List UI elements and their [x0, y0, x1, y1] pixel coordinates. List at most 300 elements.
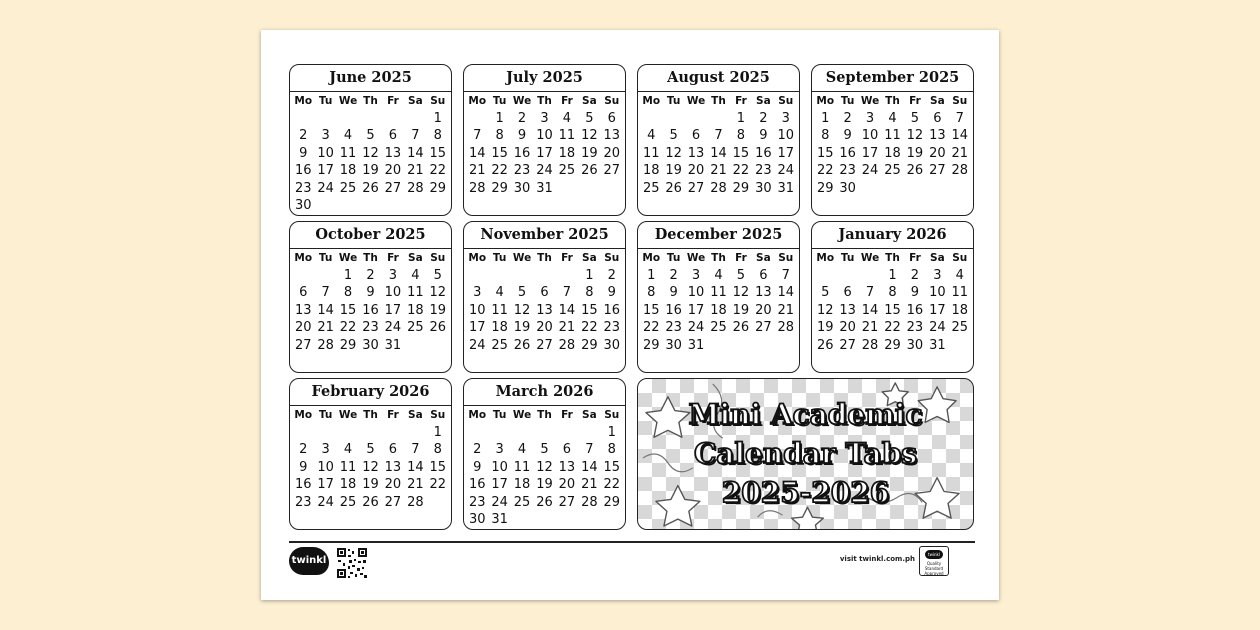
- weekday-header: [464, 406, 625, 424]
- day-cell: [556, 267, 578, 284]
- weekday-label: Mo: [468, 95, 487, 107]
- day-cell: 26: [429, 320, 447, 336]
- day-cell: 19: [665, 163, 682, 179]
- month-calendar: [289, 378, 452, 530]
- weekday-label: Fr: [735, 95, 747, 107]
- day-cell: 13: [839, 302, 856, 318]
- week-row: [812, 319, 973, 336]
- day-cell: 29: [603, 494, 621, 510]
- weekday-label: Fr: [387, 95, 399, 107]
- day-cell: 23: [513, 163, 531, 179]
- weekday-header: [638, 249, 799, 267]
- week-row: [290, 180, 451, 197]
- day-cell: 7: [411, 442, 420, 458]
- day-cell: 2: [759, 111, 768, 126]
- day-cell: 18: [558, 145, 576, 161]
- weekday-header: [290, 249, 451, 267]
- day-cell: 13: [755, 285, 772, 301]
- day-cell: [926, 180, 948, 197]
- weekday-label: Fr: [909, 95, 921, 107]
- day-cell: 3: [321, 128, 330, 144]
- day-cell: 17: [317, 477, 334, 493]
- day-cell: 9: [910, 285, 920, 301]
- day-cell: 1: [736, 111, 746, 126]
- day-cell: 22: [732, 163, 750, 179]
- day-cell: [314, 267, 336, 284]
- month-title: November 2025: [464, 222, 625, 249]
- day-cell: 9: [843, 128, 852, 144]
- day-cell: 18: [407, 302, 424, 318]
- day-cell: 2: [473, 442, 482, 458]
- day-cell: 6: [691, 128, 701, 144]
- day-cell: 18: [951, 302, 969, 318]
- day-cell: 10: [777, 128, 795, 144]
- day-cell: [292, 267, 314, 284]
- weekday-label: We: [686, 95, 706, 107]
- weekday-label: Sa: [408, 95, 423, 107]
- day-cell: 24: [317, 494, 334, 510]
- day-cell: 26: [513, 337, 531, 353]
- day-cell: 17: [536, 145, 553, 161]
- weekday-label: Sa: [408, 252, 423, 264]
- day-cell: 26: [581, 163, 598, 179]
- month-calendar: [463, 221, 626, 373]
- day-cell: 15: [816, 145, 834, 161]
- day-cell: 25: [884, 163, 901, 179]
- weekday-label: Sa: [582, 409, 597, 421]
- day-cell: 27: [384, 180, 402, 196]
- day-cell: 3: [388, 268, 398, 283]
- day-cell: 22: [884, 320, 901, 336]
- weekday-label: Fr: [387, 252, 399, 264]
- day-cell: 7: [585, 442, 594, 458]
- weekday-label: Fr: [909, 252, 921, 264]
- day-cell: 6: [607, 111, 616, 126]
- day-cell: [382, 110, 404, 127]
- day-cell: 11: [491, 302, 508, 318]
- day-cell: 10: [317, 459, 334, 475]
- weekday-label: Th: [885, 95, 900, 107]
- twinkl-logo[interactable]: twinkl: [289, 547, 329, 575]
- day-cell: 11: [642, 145, 660, 161]
- weekday-label: Tu: [318, 409, 333, 421]
- day-cell: 4: [714, 268, 723, 283]
- day-cell: 4: [517, 442, 527, 458]
- day-cell: [904, 180, 926, 197]
- day-cell: 28: [558, 337, 576, 353]
- cover-title-line-3: 2025-2026: [721, 476, 890, 509]
- week-row: [812, 127, 973, 144]
- weekday-label: Su: [778, 252, 794, 264]
- week-row: [464, 441, 625, 458]
- weekday-label: Fr: [561, 95, 573, 107]
- day-cell: [556, 511, 578, 528]
- weekday-label: Sa: [582, 95, 597, 107]
- day-cell: 12: [665, 145, 682, 161]
- week-row: [290, 197, 451, 214]
- day-cell: 13: [536, 302, 553, 318]
- weekday-label: Su: [430, 409, 446, 421]
- weekday-label: Mo: [642, 252, 661, 264]
- day-cell: 16: [362, 302, 379, 318]
- day-cell: 28: [468, 180, 486, 196]
- day-cell: 23: [906, 320, 924, 336]
- cover-title-line-2: Calendar Tabs: [693, 437, 918, 470]
- month-calendar: [811, 64, 974, 216]
- day-cell: 3: [321, 442, 330, 458]
- weekday-label: Th: [537, 252, 552, 264]
- badge-text: Quality Standard Approved: [924, 561, 944, 576]
- day-cell: 16: [513, 145, 531, 161]
- day-cell: 3: [691, 268, 701, 283]
- day-cell: [359, 197, 381, 214]
- visit-website-text: visit twinkl.com.ph: [839, 555, 915, 563]
- day-cell: 15: [339, 302, 357, 318]
- day-cell: 22: [581, 320, 598, 336]
- day-cell: 24: [384, 320, 402, 336]
- day-cell: 22: [603, 477, 621, 493]
- day-cell: 11: [339, 145, 357, 161]
- day-cell: 15: [491, 145, 508, 161]
- day-cell: 25: [339, 180, 357, 196]
- day-cell: 13: [929, 128, 946, 144]
- day-cell: 9: [759, 128, 768, 144]
- day-cell: 1: [607, 425, 616, 440]
- day-cell: [382, 424, 404, 441]
- day-cell: 19: [429, 302, 447, 318]
- day-cell: 7: [411, 128, 420, 144]
- week-row: [464, 511, 625, 528]
- day-cell: 19: [362, 163, 379, 179]
- day-cell: 19: [536, 477, 553, 493]
- weekday-label: We: [338, 95, 358, 107]
- day-cell: 5: [736, 268, 746, 283]
- day-cell: 12: [536, 459, 553, 475]
- weekday-label: Sa: [408, 409, 423, 421]
- day-cell: [662, 110, 684, 127]
- worksheet-page: [261, 30, 999, 600]
- day-cell: 2: [299, 128, 308, 144]
- day-cell: 7: [473, 128, 482, 144]
- day-cell: 6: [933, 111, 942, 126]
- day-cell: 24: [491, 494, 508, 510]
- day-cell: 5: [366, 128, 375, 144]
- day-cell: 9: [607, 285, 616, 301]
- weekday-label: Th: [885, 252, 900, 264]
- day-cell: 6: [843, 285, 852, 301]
- day-cell: 11: [513, 459, 531, 475]
- day-cell: 20: [384, 477, 402, 493]
- day-cell: [556, 424, 578, 441]
- day-cell: 4: [647, 128, 656, 144]
- day-cell: 18: [491, 320, 508, 336]
- day-cell: 24: [317, 180, 334, 196]
- weekday-label: Sa: [930, 95, 945, 107]
- day-cell: 30: [362, 337, 379, 353]
- day-cell: 4: [343, 128, 353, 144]
- day-cell: 13: [294, 302, 312, 318]
- day-cell: 4: [955, 268, 964, 283]
- week-row: [290, 441, 451, 458]
- day-cell: 19: [581, 145, 598, 161]
- day-cell: [511, 267, 533, 284]
- day-cell: 8: [495, 128, 504, 144]
- day-cell: 21: [468, 163, 486, 179]
- day-cell: 7: [714, 128, 723, 144]
- day-cell: [466, 267, 488, 284]
- weekday-label: Sa: [582, 252, 597, 264]
- weekday-label: Tu: [492, 409, 507, 421]
- calendar-grid: [289, 64, 975, 530]
- day-cell: 15: [581, 302, 598, 318]
- day-cell: 29: [884, 337, 901, 353]
- day-cell: [404, 110, 426, 127]
- day-cell: 8: [433, 128, 442, 144]
- day-cell: 26: [362, 180, 379, 196]
- day-cell: 2: [299, 442, 308, 458]
- day-cell: 25: [339, 494, 357, 510]
- week-row: [464, 180, 625, 197]
- day-cell: 21: [558, 320, 576, 336]
- week-row: [464, 110, 625, 127]
- weekday-label: Su: [604, 252, 620, 264]
- weekday-label: Su: [604, 95, 620, 107]
- weekday-label: Th: [363, 409, 378, 421]
- week-row: [290, 267, 451, 284]
- weekday-label: We: [512, 409, 532, 421]
- day-cell: 31: [687, 337, 705, 353]
- month-title: March 2026: [464, 379, 625, 406]
- day-cell: [427, 337, 449, 354]
- month-calendar: [463, 378, 626, 530]
- day-cell: 3: [495, 442, 504, 458]
- day-cell: 31: [929, 337, 946, 353]
- day-cell: 2: [517, 111, 527, 126]
- day-cell: 5: [910, 111, 920, 126]
- day-cell: 5: [517, 285, 527, 301]
- week-row: [464, 267, 625, 284]
- day-cell: [685, 110, 707, 127]
- day-cell: 21: [951, 145, 969, 161]
- day-cell: 26: [536, 494, 553, 510]
- weekday-header: [464, 92, 625, 110]
- day-cell: 10: [861, 128, 879, 144]
- day-cell: 24: [777, 163, 795, 179]
- day-cell: 6: [388, 442, 398, 458]
- weekday-label: Su: [778, 95, 794, 107]
- day-cell: 7: [955, 111, 964, 126]
- day-cell: 8: [607, 442, 616, 458]
- day-cell: 1: [888, 268, 897, 283]
- weekday-label: Th: [711, 252, 726, 264]
- day-cell: 2: [910, 268, 920, 283]
- day-cell: 5: [585, 111, 594, 126]
- day-cell: 7: [781, 268, 790, 283]
- day-cell: 27: [687, 180, 705, 196]
- day-cell: 9: [669, 285, 678, 301]
- weekday-label: We: [338, 409, 358, 421]
- day-cell: [881, 180, 903, 197]
- day-cell: [640, 110, 662, 127]
- day-cell: [466, 424, 488, 441]
- day-cell: 6: [388, 128, 398, 144]
- month-title: February 2026: [290, 379, 451, 406]
- day-cell: 20: [294, 320, 312, 336]
- day-cell: 18: [339, 163, 357, 179]
- day-cell: [359, 424, 381, 441]
- day-cell: [314, 197, 336, 214]
- day-cell: 4: [411, 268, 420, 283]
- day-cell: 23: [362, 320, 379, 336]
- day-cell: 31: [384, 337, 402, 353]
- day-cell: 23: [603, 320, 621, 336]
- week-row: [812, 284, 973, 301]
- day-cell: 26: [816, 337, 834, 353]
- day-cell: 12: [816, 302, 834, 318]
- day-cell: 6: [759, 268, 768, 283]
- week-row: [812, 162, 973, 179]
- day-cell: 8: [888, 285, 897, 301]
- day-cell: [859, 180, 881, 197]
- day-cell: 1: [585, 268, 594, 283]
- day-cell: 6: [540, 285, 549, 301]
- cover-title: [638, 395, 973, 512]
- day-cell: 5: [366, 442, 375, 458]
- day-cell: 22: [429, 477, 447, 493]
- day-cell: 29: [642, 337, 660, 353]
- day-cell: 30: [468, 511, 486, 527]
- day-cell: 29: [429, 180, 447, 196]
- day-cell: [314, 424, 336, 441]
- day-cell: 3: [473, 285, 482, 301]
- day-cell: 17: [384, 302, 402, 318]
- day-cell: 10: [929, 285, 946, 301]
- week-row: [638, 162, 799, 179]
- week-row: [290, 284, 451, 301]
- weekday-label: Su: [952, 252, 968, 264]
- day-cell: 8: [343, 285, 353, 301]
- day-cell: 26: [362, 494, 379, 510]
- cover-panel: [637, 378, 974, 530]
- day-cell: 19: [362, 477, 379, 493]
- week-row: [638, 319, 799, 336]
- day-cell: 2: [669, 268, 678, 283]
- month-title: January 2026: [812, 222, 973, 249]
- day-cell: 18: [513, 477, 531, 493]
- week-row: [638, 110, 799, 127]
- day-cell: 16: [294, 163, 312, 179]
- day-cell: 5: [821, 285, 830, 301]
- day-cell: 23: [294, 494, 312, 510]
- day-cell: 24: [687, 320, 705, 336]
- month-title: October 2025: [290, 222, 451, 249]
- day-cell: 28: [581, 494, 598, 510]
- week-row: [464, 145, 625, 162]
- day-cell: 20: [384, 163, 402, 179]
- day-cell: 14: [317, 302, 334, 318]
- cover-title-line-1: Mini Academic: [688, 398, 923, 431]
- weekday-label: Mo: [294, 409, 313, 421]
- day-cell: [382, 197, 404, 214]
- weekday-label: Tu: [492, 252, 507, 264]
- day-cell: 22: [491, 163, 508, 179]
- weekday-label: Th: [711, 95, 726, 107]
- day-cell: 4: [562, 111, 572, 126]
- footer: [289, 541, 975, 583]
- day-cell: [578, 424, 600, 441]
- week-row: [638, 284, 799, 301]
- day-cell: 17: [317, 163, 334, 179]
- day-cell: 21: [407, 163, 424, 179]
- day-cell: 12: [362, 459, 379, 475]
- badge-logo: twinkl: [925, 550, 943, 559]
- day-cell: [337, 110, 359, 127]
- weekday-label: Sa: [756, 95, 771, 107]
- day-cell: 30: [603, 337, 621, 353]
- day-cell: [707, 110, 729, 127]
- weekday-label: Mo: [642, 95, 661, 107]
- day-cell: 24: [468, 337, 486, 353]
- day-cell: 29: [491, 180, 508, 196]
- day-cell: 22: [429, 163, 447, 179]
- day-cell: 27: [839, 337, 856, 353]
- day-cell: 13: [384, 459, 402, 475]
- month-calendar: [289, 221, 452, 373]
- day-cell: 16: [603, 302, 621, 318]
- weekday-label: Mo: [294, 95, 313, 107]
- day-cell: 12: [732, 285, 750, 301]
- weekday-label: Fr: [735, 252, 747, 264]
- day-cell: [775, 337, 797, 354]
- day-cell: 15: [642, 302, 660, 318]
- day-cell: [601, 180, 623, 197]
- day-cell: 28: [407, 180, 424, 196]
- day-cell: 3: [781, 111, 790, 126]
- weekday-label: Su: [604, 409, 620, 421]
- day-cell: 14: [777, 285, 795, 301]
- day-cell: [752, 337, 774, 354]
- weekday-label: We: [338, 252, 358, 264]
- weekday-label: Mo: [816, 252, 835, 264]
- week-row: [638, 145, 799, 162]
- day-cell: 7: [562, 285, 572, 301]
- weekday-header: [464, 249, 625, 267]
- day-cell: 14: [951, 128, 969, 144]
- week-row: [464, 284, 625, 301]
- day-cell: 9: [299, 145, 308, 161]
- week-row: [638, 180, 799, 197]
- day-cell: 16: [468, 477, 486, 493]
- day-cell: 2: [843, 111, 852, 126]
- day-cell: 15: [732, 145, 750, 161]
- day-cell: 12: [429, 285, 447, 301]
- day-cell: [949, 180, 971, 197]
- day-cell: 10: [687, 285, 705, 301]
- weekday-label: Fr: [561, 252, 573, 264]
- day-cell: 13: [384, 145, 402, 161]
- weekday-label: Sa: [756, 252, 771, 264]
- day-cell: 10: [384, 285, 402, 301]
- weekday-label: Th: [537, 95, 552, 107]
- weekday-label: Mo: [468, 409, 487, 421]
- day-cell: [404, 197, 426, 214]
- weekday-label: We: [512, 252, 532, 264]
- day-cell: [427, 494, 449, 511]
- day-cell: 2: [366, 268, 375, 283]
- day-cell: [488, 267, 510, 284]
- day-cell: 9: [366, 285, 375, 301]
- day-cell: 12: [513, 302, 531, 318]
